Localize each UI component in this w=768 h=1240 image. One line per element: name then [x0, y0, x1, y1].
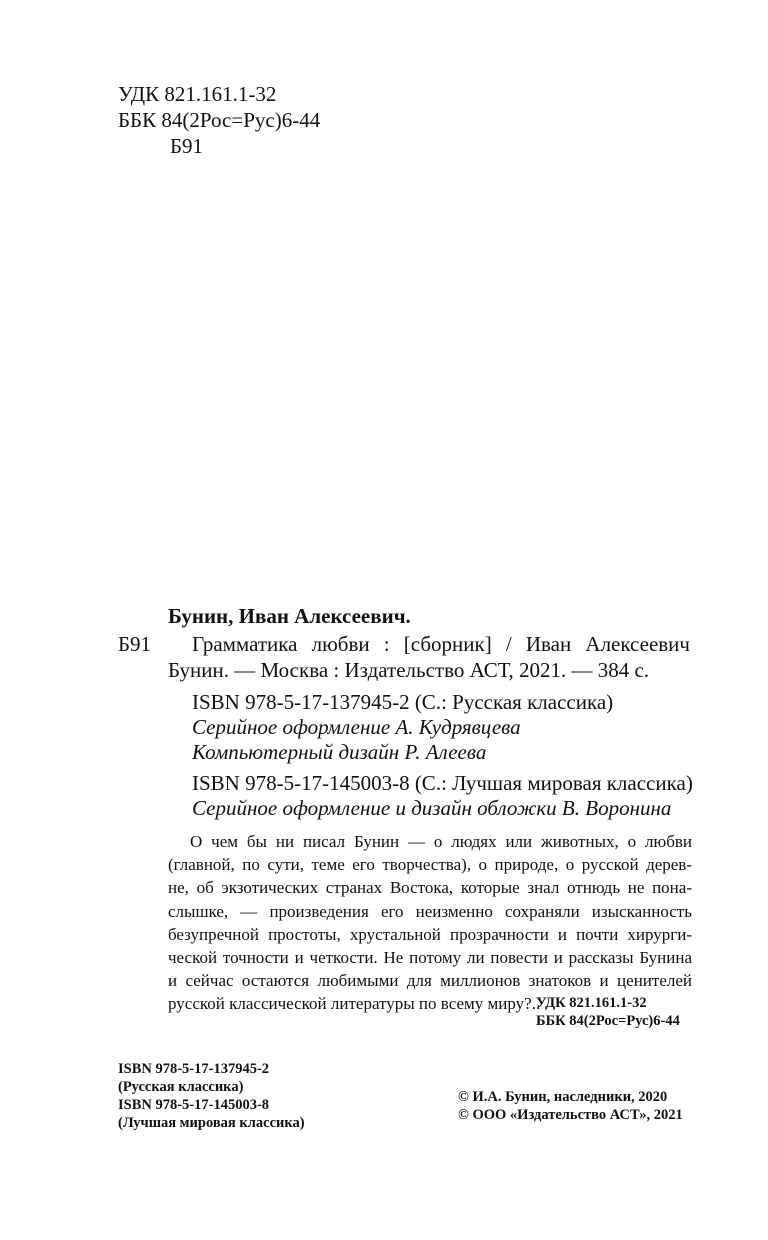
udk-code-bottom: УДК 821.161.1-32: [536, 995, 647, 1011]
annotation-line: и сейчас остаются любимыми для миллионов знатоков и ценителей: [168, 971, 692, 991]
annotation-line: русской классической литературы по всему миру?..: [168, 994, 541, 1014]
annotation-line: не, об экзотических странах Востока, которые знал отнюдь не пона-: [168, 878, 692, 898]
footer-isbn-1: ISBN 978-5-17-137945-2: [118, 1061, 270, 1077]
bbk-code-bottom: ББК 84(2Рос=Рус)6-44: [536, 1013, 680, 1029]
card-title-line-2: Бунин. — Москва : Издательство АСТ, 2021. — 384 с.: [168, 658, 650, 682]
card-isbn-2: ISBN 978-5-17-145003-8 (С.: Лучшая мировая классика): [192, 771, 693, 795]
footer-series-2: (Лучшая мировая классика): [118, 1115, 305, 1131]
bbk-code-top: ББК 84(2Рос=Рус)6-44: [118, 108, 321, 132]
annotation-line: О чем бы ни писал Бунин — о людях или животных, о любви: [190, 832, 692, 851]
footer-isbn-2: ISBN 978-5-17-145003-8: [118, 1097, 270, 1113]
author-mark-top: Б91: [170, 134, 204, 158]
copyright-author: © И.А. Бунин, наследники, 2020: [458, 1089, 668, 1105]
udk-code-top: УДК 821.161.1-32: [118, 82, 277, 106]
annotation: [168, 830, 692, 1016]
footer-series-1: (Русская классика): [118, 1079, 244, 1095]
card-author-mark: Б91: [118, 632, 152, 656]
annotation-line: ческой точности и четкости. Не потому ли повести и рассказы Бунина: [168, 947, 692, 967]
card-title-line-1: Грамматика любви : [сборник] / Иван Алексеевич: [192, 632, 690, 656]
annotation-line: слышке, — произведения его неизменно сохраняли изысканность: [168, 901, 692, 921]
card-isbn-1: ISBN 978-5-17-137945-2 (С.: Русская классика): [192, 690, 614, 714]
card-author: Бунин, Иван Алексеевич.: [168, 604, 411, 628]
annotation-line: (главной, по сути, теме его творчества), о природе, о русской дерев-: [168, 855, 692, 875]
copyright-publisher: © ООО «Издательство АСТ», 2021: [458, 1107, 683, 1123]
annotation-line: безупречной простоты, хрустальной прозрачности и почти хирурги-: [168, 924, 692, 944]
card-design-credit-3: Серийное оформление и дизайн обложки В. Воронина: [192, 796, 672, 820]
card-design-credit-2: Компьютерный дизайн Р. Алеева: [192, 740, 487, 764]
card-design-credit-1: Серийное оформление А. Кудрявцева: [192, 715, 521, 739]
